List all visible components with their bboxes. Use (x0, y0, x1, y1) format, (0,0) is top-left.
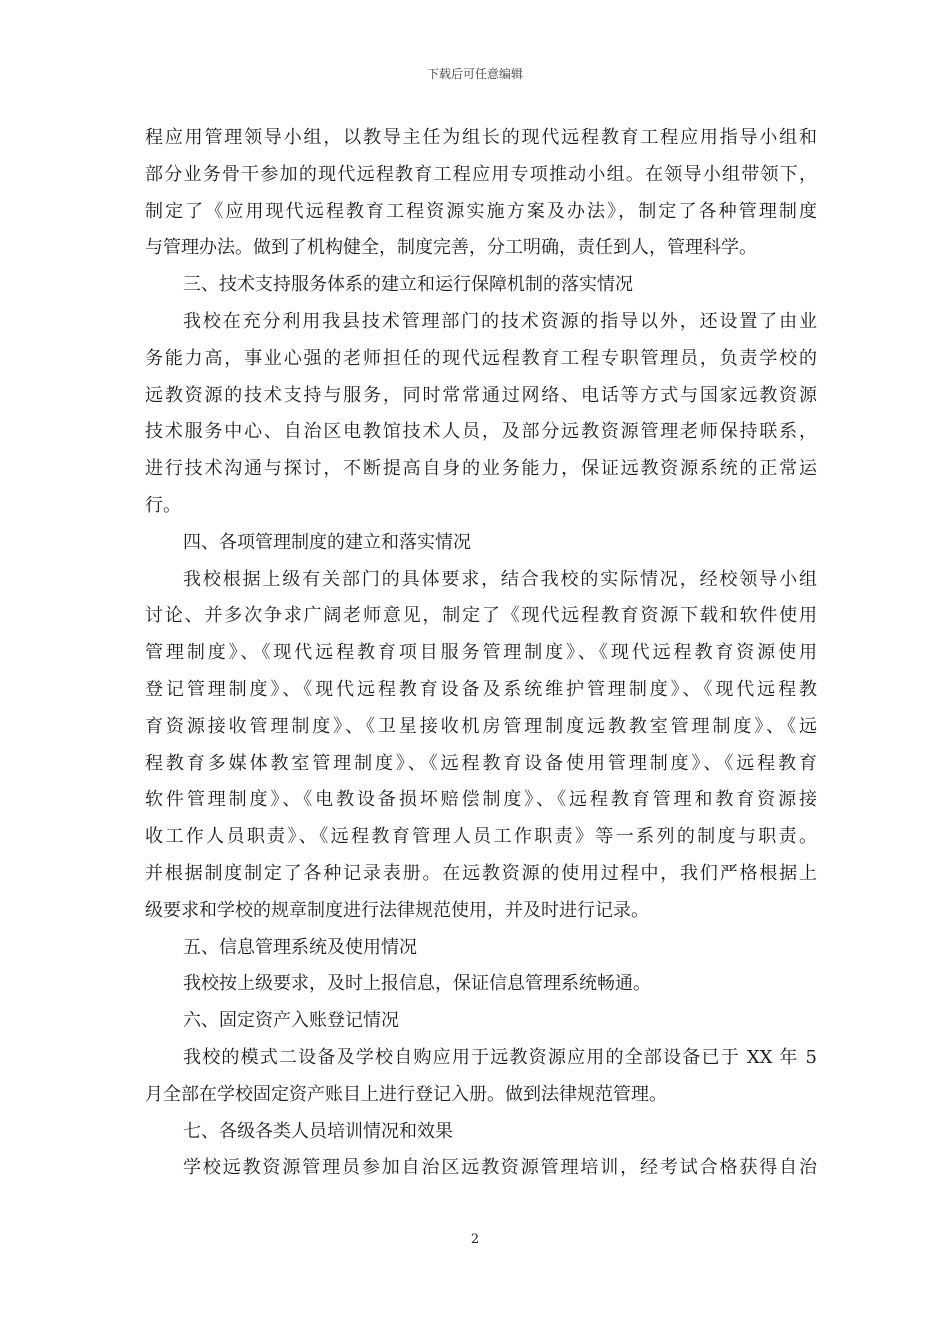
section-heading: 三、技术支持服务体系的建立和运行保障机制的落实情况 (183, 274, 633, 296)
body-line: 收工作人员职责》、《远程教育管理人员工作职责》等一系列的制度与职责。 (145, 826, 817, 848)
body-line: 行。 (145, 494, 181, 516)
body-line: 我校按上级要求，及时上报信息，保证信息管理系统畅通。 (183, 973, 651, 995)
body-line: 讨论、并多次争求广阔老师意见，制定了《现代远程教育资源下载和软件使用 (145, 605, 817, 627)
body-line: 进行技术沟通与探讨，不断提高自身的业务能力，保证远教资源系统的正常运 (145, 458, 817, 480)
body-line: 学校远教资源管理员参加自治区远教资源管理培训，经考试合格获得自治 (183, 1157, 817, 1179)
body-line: 程应用管理领导小组，以教导主任为组长的现代远程教育工程应用指导小组和 (145, 127, 817, 148)
body-line: 制定了《应用现代远程教育工程资源实施方案及办法》，制定了各种管理制度 (145, 200, 817, 222)
section-heading: 五、信息管理系统及使用情况 (183, 936, 417, 958)
body-line: 与管理办法。做到了机构健全，制度完善，分工明确，责任到人，管理科学。 (145, 237, 757, 259)
body-line: 部分业务骨干参加的现代远程教育工程应用专项推动小组。在领导小组带领下， (145, 163, 817, 185)
body-line: 我校根据上级有关部门的具体要求，结合我校的实际情况，经校领导小组 (183, 568, 817, 590)
body-line: 技术服务中心、自治区电教馆技术人员，及部分远教资源管理老师保持联系， (145, 421, 817, 443)
section-heading: 六、固定资产入账登记情况 (183, 1010, 399, 1032)
body-line: 级要求和学校的规章制度进行法律规范使用，并及时进行记录。 (145, 899, 649, 921)
body-line: 我校的模式二设备及学校自购应用于远教资源应用的全部设备已于 XX 年 5 (183, 1046, 817, 1068)
body-line: 远教资源的技术支持与服务，同时常常通过网络、电话等方式与国家远教资源 (145, 384, 817, 406)
body-line: 并根据制度制定了各种记录表册。在远教资源的使用过程中，我们严格根据上 (145, 862, 817, 884)
section-heading: 七、各级各类人员培训情况和效果 (183, 1120, 453, 1142)
body-line: 务能力高，事业心强的老师担任的现代远程教育工程专职管理员，负责学校的 (145, 347, 817, 369)
document-body (145, 120, 817, 1187)
body-line: 管理制度》、《现代远程教育项目服务管理制度》、《现代远程教育资源使用 (145, 642, 817, 664)
body-line: 程教育多媒体教室管理制度》、《远程教育设备使用管理制度》、《远程教育 (145, 752, 817, 774)
page-number: 2 (470, 1232, 480, 1247)
body-line: 登记管理制度》、《现代远程教育设备及系统维护管理制度》、《现代远程教 (145, 678, 817, 700)
section-heading: 四、各项管理制度的建立和落实情况 (183, 531, 471, 553)
body-line: 我校在充分利用我县技术管理部门的技术资源的指导以外，还设置了由业 (183, 310, 817, 332)
body-line: 软件管理制度》、《电教设备损坏赔偿制度》、《远程教育管理和教育资源接 (145, 789, 817, 811)
page-header: 下载后可任意编辑 (426, 67, 523, 81)
body-line: 育资源接收管理制度》、《卫星接收机房管理制度远教教室管理制度》、《远 (145, 715, 817, 737)
body-line: 月全部在学校固定资产账目上进行登记入册。做到法律规范管理。 (145, 1083, 667, 1105)
